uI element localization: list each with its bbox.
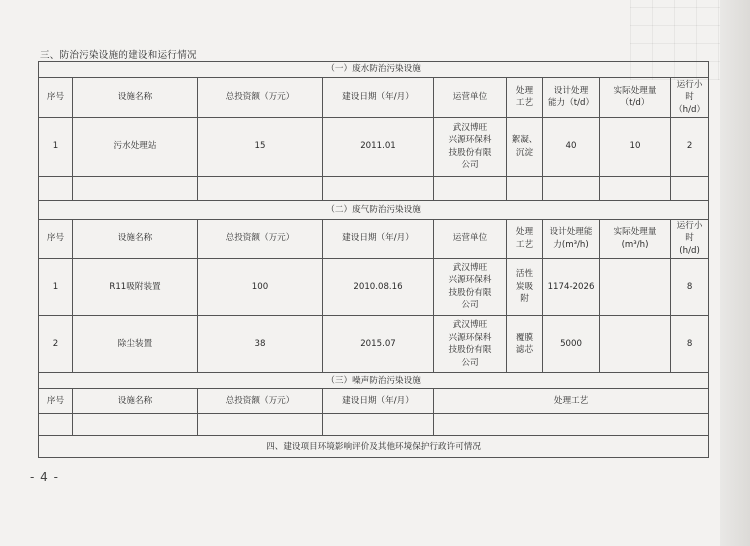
section3-title: 三、防治污染设施的建设和运行情况	[40, 50, 197, 61]
header-design-capacity: 设计处理能 力(m³/h)	[543, 219, 600, 258]
header-invest: 总投资额（万元）	[198, 389, 323, 414]
header-date: 建设日期（年/月）	[323, 219, 434, 258]
table-row	[39, 117, 709, 176]
cell-name: 除尘装置	[73, 315, 198, 372]
header-seq: 序号	[39, 78, 73, 117]
header-name: 设施名称	[73, 389, 198, 414]
cell-invest: 15	[198, 117, 323, 176]
exhaust-title: （二）废气防治污染设施	[39, 201, 709, 219]
header-seq: 序号	[39, 219, 73, 258]
cell-process: 絮凝、 沉淀	[507, 117, 543, 176]
header-hours: 运行小时 （h/d）	[671, 78, 709, 117]
cell-seq: 1	[39, 258, 73, 315]
header-actual: 实际处理量 (m³/h)	[600, 219, 671, 258]
cell-date: 2011.01	[323, 117, 434, 176]
cell-name: 污水处理站	[73, 117, 198, 176]
header-name: 设施名称	[73, 78, 198, 117]
noise-header-row	[39, 389, 709, 414]
header-operator: 运营单位	[434, 78, 507, 117]
cell-design-capacity: 5000	[543, 315, 600, 372]
wastewater-title: （一）废水防治污染设施	[39, 62, 709, 78]
header-process: 处理工艺	[434, 389, 709, 414]
cell-hours: 8	[671, 315, 709, 372]
cell-seq: 2	[39, 315, 73, 372]
exhaust-header-row	[39, 219, 709, 258]
cell-design-capacity: 40	[543, 117, 600, 176]
header-date: 建设日期（年/月）	[323, 389, 434, 414]
cell-operator: 武汉博旺 兴源环保科 技股份有限 公司	[434, 258, 507, 315]
header-invest: 总投资额（万元）	[198, 219, 323, 258]
cell-hours: 2	[671, 117, 709, 176]
table-row-empty	[39, 413, 709, 435]
table-row	[39, 258, 709, 315]
cell-process: 覆膜 滤芯	[507, 315, 543, 372]
table-row-empty	[39, 176, 709, 201]
cell-hours: 8	[671, 258, 709, 315]
cell-operator: 武汉博旺 兴源环保科 技股份有限 公司	[434, 315, 507, 372]
cell-actual: 10	[600, 117, 671, 176]
scan-edge	[720, 0, 750, 546]
cell-operator: 武汉博旺 兴源环保科 技股份有限 公司	[434, 117, 507, 176]
header-design-capacity: 设计处理 能力（t/d）	[543, 78, 600, 117]
header-process: 处理 工艺	[507, 219, 543, 258]
page-number: - 4 -	[30, 470, 59, 484]
header-invest: 总投资额（万元）	[198, 78, 323, 117]
noise-title: （三）噪声防治污染设施	[39, 373, 709, 389]
section4-title: 四、建设项目环境影响评价及其他环境保护行政许可情况	[39, 436, 709, 458]
header-seq: 序号	[39, 389, 73, 414]
cell-design-capacity: 1174-2026	[543, 258, 600, 315]
header-date: 建设日期（年/月）	[323, 78, 434, 117]
cell-actual	[600, 315, 671, 372]
cell-invest: 38	[198, 315, 323, 372]
cell-invest: 100	[198, 258, 323, 315]
pollution-facilities-table	[38, 61, 709, 458]
cell-seq: 1	[39, 117, 73, 176]
header-name: 设施名称	[73, 219, 198, 258]
header-process: 处理 工艺	[507, 78, 543, 117]
cell-name: R11吸附装置	[73, 258, 198, 315]
wastewater-header-row	[39, 78, 709, 117]
cell-date: 2015.07	[323, 315, 434, 372]
header-hours: 运行小时 (h/d)	[671, 219, 709, 258]
table-row	[39, 315, 709, 372]
header-actual: 实际处理量 （t/d）	[600, 78, 671, 117]
cell-actual	[600, 258, 671, 315]
header-operator: 运营单位	[434, 219, 507, 258]
cell-process: 活性 炭吸 附	[507, 258, 543, 315]
cell-date: 2010.08.16	[323, 258, 434, 315]
